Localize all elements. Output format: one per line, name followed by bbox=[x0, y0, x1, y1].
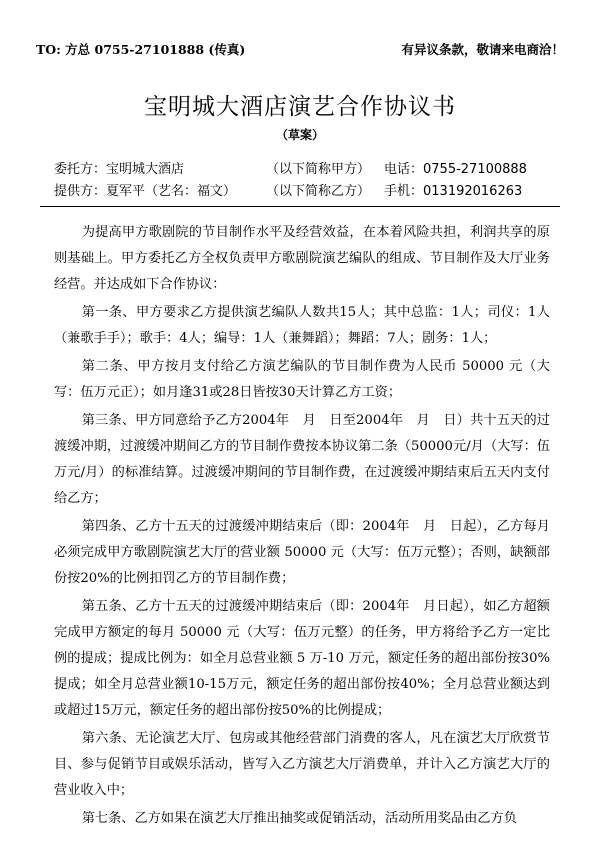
fax-note: 有异议条款，敬请来电商洽！ bbox=[401, 42, 564, 57]
preamble-paragraph: 为提高甲方歌剧院的节目制作水平及经营效益，在本着风险共担，利润共享的原则基础上。甲方委托乙方全权负责甲方歌剧院演艺编队的组成、节目制作及大厅业务经营。并达成如下合作协议： bbox=[54, 225, 550, 292]
provider-mobile: 手机：013192016263 bbox=[384, 184, 523, 199]
document-title: 宝明城大酒店演艺合作协议书 bbox=[144, 94, 456, 120]
principal-alias: （以下简称甲方） bbox=[266, 162, 371, 177]
provider-label: 提供方：夏军平（艺名：福文） bbox=[54, 184, 237, 199]
article-5: 第五条、乙方十五天的过渡缓冲期结束后（即：2004年 月日起），如乙方超额完成甲方额定的每月 50000 元（大写：伍万元整）的任务，甲方将给予乙方一定比例的提成；提成比例为：如全月总营业额 5 万-10 万元，额定任务的超出部份按30%提成；如全月总营业额10-15万元，额定任务的超出部份按40%；全月总营业额达到或超过15万元，额定任务的超出部份按50%的比例提成； bbox=[54, 599, 550, 718]
agreement-body bbox=[54, 220, 550, 834]
principal-label: 委托方：宝明城大酒店 bbox=[54, 162, 185, 177]
fax-recipient-line: TO: 方总 0755-27101888 (传真) bbox=[36, 42, 246, 57]
principal-phone: 电话：0755-27100888 bbox=[384, 162, 527, 177]
provider-alias: （以下简称乙方） bbox=[266, 184, 371, 199]
article-4: 第四条、乙方十五天的过渡缓冲期结束后（即：2004年 月 日起），乙方每月必须完成甲方歌剧院演艺大厅的营业额 50000 元（大写：伍万元整）；否则，缺额部份按20%的比例扣罚乙方的节目制作费； bbox=[54, 519, 550, 586]
header-divider bbox=[40, 206, 560, 207]
article-2: 第二条、甲方按月支付给乙方演艺编队的节目制作费为人民币 50000 元（大写：伍万元正）；如月逢31或28日皆按30天计算乙方工资； bbox=[54, 359, 550, 400]
article-3: 第三条、甲方同意给予乙方2004年 月 日至2004年 月 日）共十五天的过渡缓冲期，过渡缓冲期间乙方的节目制作费按本协议第二条（50000元/月（大写：伍万元/月）的标准结算。过渡缓冲期间的节目制作费，在过渡缓冲期结束后五天内支付给乙方； bbox=[54, 413, 550, 506]
article-6: 第六条、无论演艺大厅、包房或其他经营部门消费的客人，凡在演艺大厅欣赏节目、参与促销节目或娱乐活动，皆写入乙方演艺大厅消费单，并计入乙方演艺大厅的营业收入中； bbox=[54, 731, 550, 798]
article-1: 第一条、甲方要求乙方提供演艺编队人数共15人；其中总监：1人；司仪：1人（兼歌手手）；歌手：4人；编导：1人（兼舞蹈）；舞蹈：7人；剧务：1人； bbox=[54, 305, 550, 346]
document-subtitle: （草案） bbox=[275, 128, 324, 142]
article-7: 第七条、乙方如果在演艺大厅推出抽奖或促销活动，活动所用奖品由乙方负 bbox=[81, 811, 517, 826]
